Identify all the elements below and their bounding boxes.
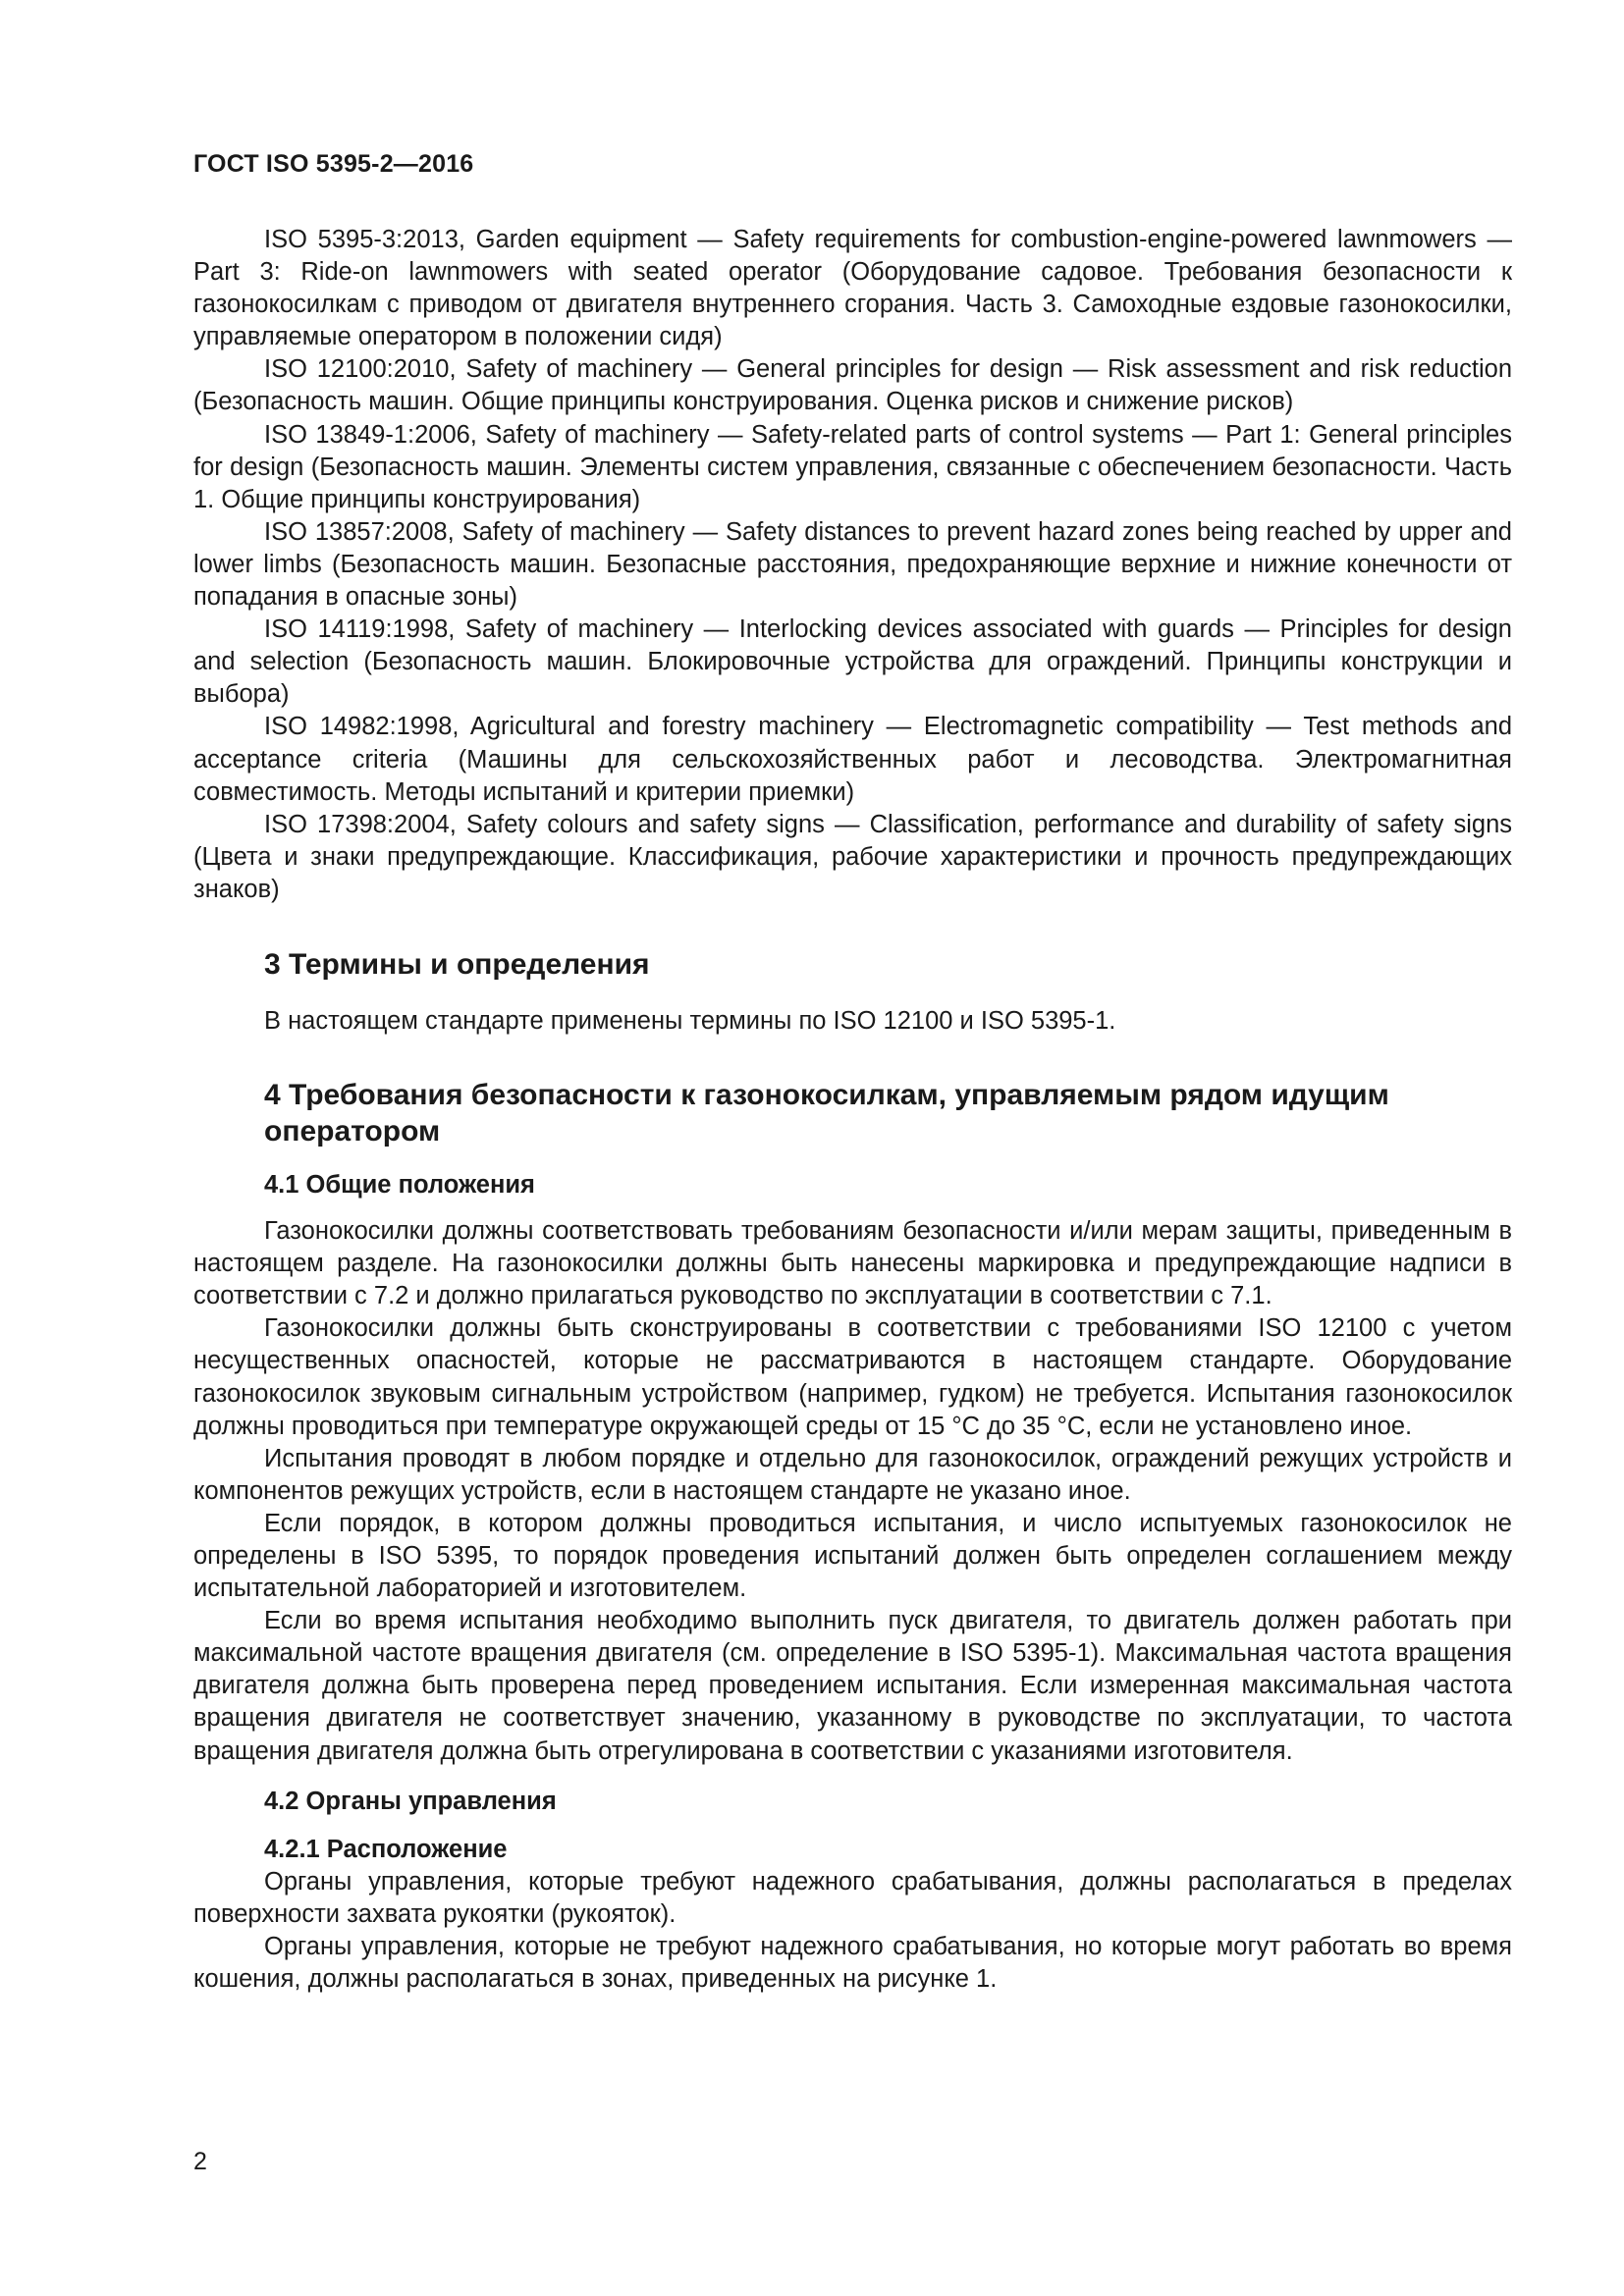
- reference-item: ISO 13857:2008, Safety of machinery — Safety distances to prevent hazard zones being reached by upper and lower limbs (Безопасность машин. Безопасные расстояния, предохраняющие верхние и нижние конечности от попадания в опасные зоны): [193, 517, 1512, 612]
- standard-header: ГОСТ ISO 5395-2—2016: [193, 150, 474, 178]
- page-number: 2: [193, 2148, 207, 2175]
- reference-item: ISO 5395-3:2013, Garden equipment — Safety requirements for combustion-engine-powered lawnmowers — Part 3: Ride-on lawnmowers with seated operator (Оборудование садовое. Требования безопасности к газонокосилкам с приводом от двигателя внутреннего сгорания. Часть 3. Самоходные ездовые газонокосилки, управляемые оператором в положении сидя): [193, 226, 1512, 351]
- reference-item: ISO 14119:1998, Safety of machinery — Interlocking devices associated with guards — Principles for design and selection (Безопасность машин. Блокировочные устройства для ограждений. Принципы конструкции и выбора): [193, 615, 1512, 709]
- section-4-2-1-heading: 4.2.1 Расположение: [264, 1835, 508, 1863]
- section-4-2-heading: 4.2 Органы управления: [264, 1787, 557, 1815]
- section-4-2-1-body: [193, 1866, 1512, 1996]
- paragraph: Испытания проводят в любом порядке и отдельно для газонокосилок, ограждений режущих устройств и компонентов режущих устройств, если в настоящем стандарте не указано иное.: [193, 1444, 1512, 1505]
- paragraph: Органы управления, которые не требуют надежного срабатывания, но которые могут работать во время кошения, должны располагаться в зонах, приведенных на рисунке 1.: [193, 1932, 1512, 1993]
- paragraph: Если порядок, в котором должны проводиться испытания, и число испытуемых газонокосилок не определены в ISO 5395, то порядок проведения испытаний должен быть определен соглашением между испытательной лабораторией и изготовителем.: [193, 1509, 1512, 1603]
- section-4-heading: 4 Требования безопасности к газонокосилкам, управляемым рядом идущим оператором: [264, 1079, 1389, 1148]
- reference-item: ISO 12100:2010, Safety of machinery — General principles for design — Risk assessment and risk reduction (Безопасность машин. Общие принципы конструирования. Оценка рисков и снижение рисков): [193, 355, 1512, 416]
- section-3-text: В настоящем стандарте применены термины по ISO 12100 и ISO 5395-1.: [264, 1006, 1116, 1035]
- section-3-heading: 3 Термины и определения: [264, 947, 650, 981]
- section-4-1-heading: 4.1 Общие положения: [264, 1171, 535, 1200]
- references-list: [193, 224, 1512, 906]
- paragraph: Если во время испытания необходимо выполнить пуск двигателя, то двигатель должен работать при максимальной частоте вращения двигателя (см. определение в ISO 5395-1). Максимальная частота вращения двигателя должна быть проверена перед проведением испытания. Если измеренная максимальная частота вращения двигателя не соответствует значению, указанному в руководстве по эксплуатации, то частота вращения двигателя должна быть отрегулирована в соответствии с указаниями изготовителя.: [193, 1607, 1512, 1765]
- section-4-1-body: [193, 1215, 1512, 1768]
- paragraph: Органы управления, которые требуют надежного срабатывания, должны располагаться в пределах поверхности захвата рукоятки (рукояток).: [193, 1867, 1512, 1928]
- paragraph: Газонокосилки должны быть сконструированы в соответствии с требованиями ISO 12100 с учетом несущественных опасностей, которые не рассматриваются в настоящем стандарте. Оборудование газонокосилок звуковым сигнальным устройством (например, гудком) не требуется. Испытания газонокосилок должны проводиться при температуре окружающей среды от 15 °С до 35 °С, если не установлено иное.: [193, 1314, 1512, 1440]
- page-content: [193, 224, 1512, 1996]
- paragraph: Газонокосилки должны соответствовать требованиям безопасности и/или мерам защиты, приведенным в настоящем разделе. На газонокосилки должны быть нанесены маркировка и предупреждающие надписи в соответствии с 7.2 и должно прилагаться руководство по эксплуатации в соответствии с 7.1.: [193, 1217, 1512, 1310]
- reference-item: ISO 13849-1:2006, Safety of machinery — Safety-related parts of control systems — Part 1: General principles for design (Безопасность машин. Элементы систем управления, связанные с обеспечением безопасности. Часть 1. Общие принципы конструирования): [193, 420, 1512, 513]
- reference-item: ISO 17398:2004, Safety colours and safety signs — Classification, performance and durability of safety signs (Цвета и знаки предупреждающие. Классификация, рабочие характеристики и прочность предупреждающих знаков): [193, 810, 1512, 903]
- reference-item: ISO 14982:1998, Agricultural and forestry machinery — Electromagnetic compatibility — Test methods and acceptance criteria (Машины для сельскохозяйственных работ и лесоводства. Электромагнитная совместимость. Методы испытаний и критерии приемки): [193, 713, 1512, 806]
